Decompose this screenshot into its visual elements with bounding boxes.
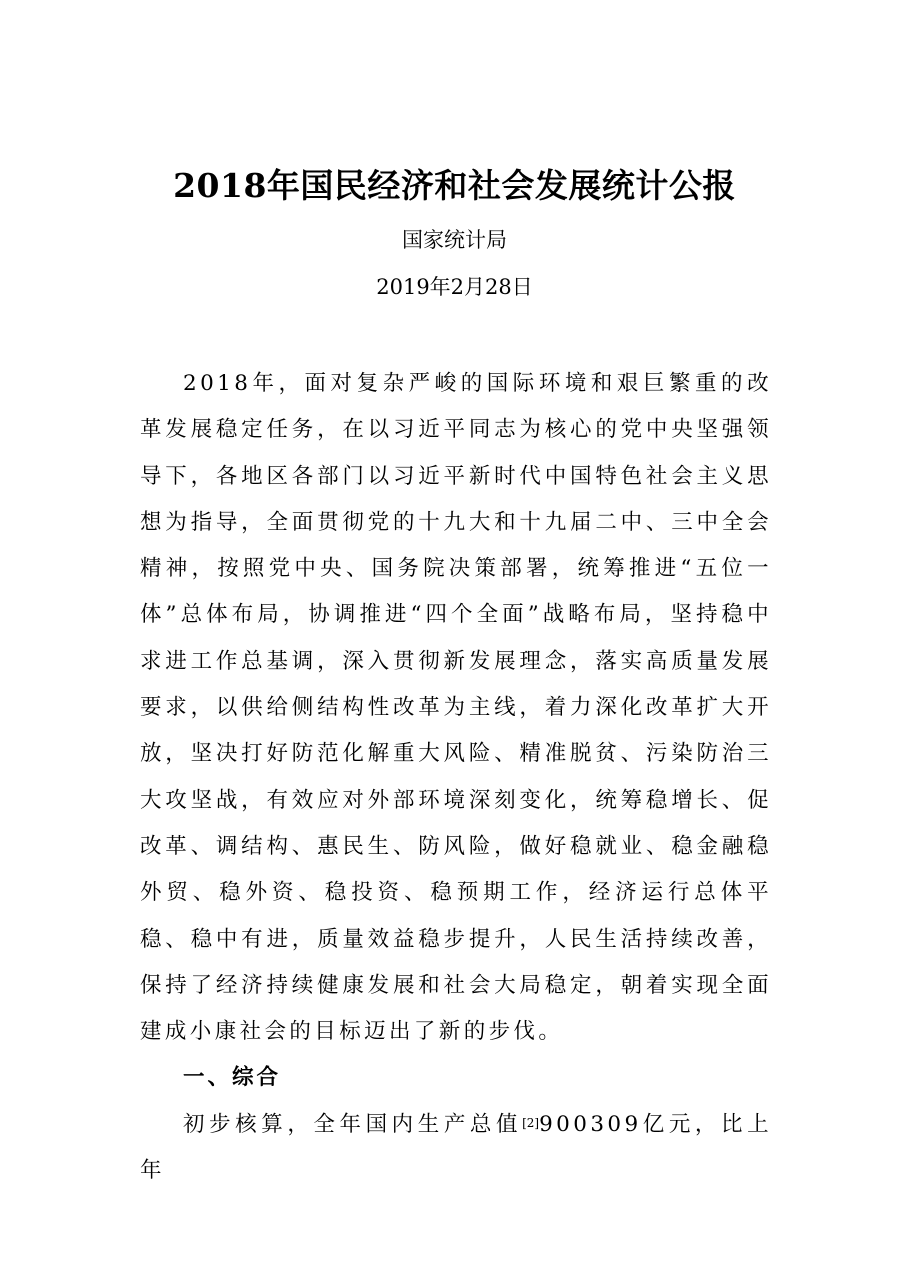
document-body	[140, 361, 772, 1194]
section-paragraph-text-before: 初步核算，全年国内生产总值	[183, 1111, 523, 1137]
intro-paragraph: 2018年，面对复杂严峻的国际环境和艰巨繁重的改革发展稳定任务，在以习近平同志为核心的党中央坚强领导下，各地区各部门以习近平新时代中国特色社会主义思想为指导，全面贯彻党的十九大和十九届二中、三中全会精神，按照党中央、国务院决策部署，统筹推进“五位一体”总体布局，协调推进“四个全面”战略布局，坚持稳中求进工作总基调，深入贯彻新发展理念，落实高质量发展要求，以供给侧结构性改革为主线，着力深化改革扩大开放，坚决打好防范化解重大风险、精准脱贫、污染防治三大攻坚战，有效应对外部环境深刻变化，统筹稳增长、促改革、调结构、惠民生、防风险，做好稳就业、稳金融稳外贸、稳外资、稳投资、稳预期工作，经济运行总体平稳、稳中有进，质量效益稳步提升，人民生活持续改善，保持了经济持续健康发展和社会大局稳定，朝着实现全面建成小康社会的目标迈出了新的步伐。	[140, 371, 772, 1045]
section-heading: 一、综合	[183, 1065, 282, 1091]
document-title: 2018年国民经济和社会发展统计公报	[173, 166, 736, 205]
section-paragraph-text-after: 900309亿元，比上年	[140, 1111, 772, 1184]
document-date: 2019年2月28日	[376, 275, 533, 299]
footnote-mark[interactable]: [2]	[522, 1115, 540, 1130]
document-author: 国家统计局	[402, 228, 507, 252]
section-paragraph	[140, 1102, 772, 1195]
